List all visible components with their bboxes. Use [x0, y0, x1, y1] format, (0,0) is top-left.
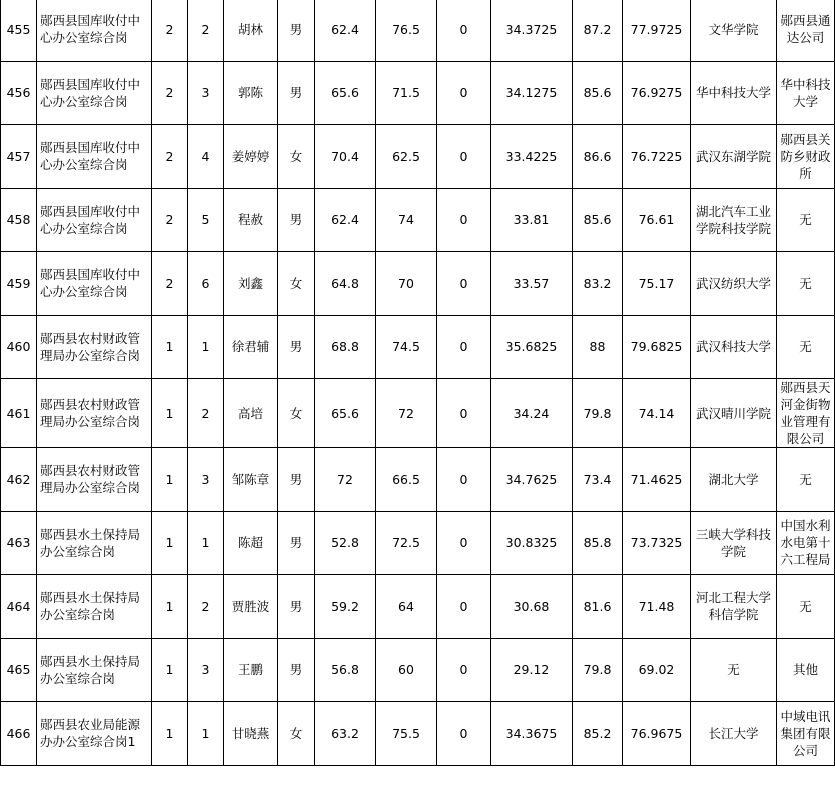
work-unit-cell: 华中科技大学 — [777, 61, 835, 125]
graduate-school-cell: 湖北大学 — [691, 448, 777, 512]
work-unit-cell: 郧西县关防乡财政所 — [777, 125, 835, 189]
written-score-cell: 70.4 — [315, 125, 376, 189]
row-number-cell: 461 — [1, 379, 37, 448]
position-name-cell: 郧西县国库收付中心办公室综合岗 — [37, 61, 152, 125]
table-body — [1, 0, 835, 765]
assessment-score-cell: 85.2 — [573, 702, 623, 766]
rank-cell: 3 — [188, 448, 224, 512]
hiring-quota-cell: 2 — [152, 188, 188, 252]
row-number-cell: 466 — [1, 702, 37, 766]
rank-cell: 5 — [188, 188, 224, 252]
position-name-cell: 郧西县农村财政管理局办公室综合岗 — [37, 379, 152, 448]
weighted-score-cell: 33.4225 — [491, 125, 573, 189]
table-row — [1, 575, 835, 639]
table-row — [1, 252, 835, 316]
gender-cell: 女 — [278, 702, 315, 766]
graduate-school-cell: 无 — [691, 638, 777, 702]
written-score-cell: 62.4 — [315, 188, 376, 252]
written-score-cell: 52.8 — [315, 511, 376, 575]
position-name-cell: 郧西县农村财政管理局办公室综合岗 — [37, 448, 152, 512]
position-name-cell: 郧西县水土保持局办公室综合岗 — [37, 638, 152, 702]
bonus-points-cell: 0 — [437, 379, 491, 448]
assessment-score-cell: 79.8 — [573, 379, 623, 448]
table-row — [1, 379, 835, 448]
hiring-quota-cell: 1 — [152, 315, 188, 379]
weighted-score-cell: 33.57 — [491, 252, 573, 316]
total-score-cell: 75.17 — [623, 252, 691, 316]
weighted-score-cell: 33.81 — [491, 188, 573, 252]
written-score-cell: 65.6 — [315, 61, 376, 125]
table-row — [1, 702, 835, 766]
work-unit-cell: 无 — [777, 188, 835, 252]
written-score-cell: 68.8 — [315, 315, 376, 379]
rank-cell: 2 — [188, 0, 224, 61]
rank-cell: 6 — [188, 252, 224, 316]
work-unit-cell: 郧西县天河金街物业管理有限公司 — [777, 379, 835, 448]
gender-cell: 女 — [278, 252, 315, 316]
written-score-cell: 62.4 — [315, 0, 376, 61]
written-score-cell: 72 — [315, 448, 376, 512]
row-number-cell: 462 — [1, 448, 37, 512]
gender-cell: 男 — [278, 511, 315, 575]
position-name-cell: 郧西县农村财政管理局办公室综合岗 — [37, 315, 152, 379]
interview-score-cell: 74.5 — [376, 315, 437, 379]
bonus-points-cell: 0 — [437, 315, 491, 379]
table-row — [1, 0, 835, 61]
written-score-cell: 59.2 — [315, 575, 376, 639]
total-score-cell: 76.9275 — [623, 61, 691, 125]
gender-cell: 女 — [278, 379, 315, 448]
written-score-cell: 64.8 — [315, 252, 376, 316]
assessment-score-cell: 85.8 — [573, 511, 623, 575]
total-score-cell: 71.4625 — [623, 448, 691, 512]
graduate-school-cell: 长江大学 — [691, 702, 777, 766]
position-name-cell: 郧西县农业局能源办办公室综合岗1 — [37, 702, 152, 766]
gender-cell: 男 — [278, 0, 315, 61]
position-name-cell: 郧西县国库收付中心办公室综合岗 — [37, 125, 152, 189]
assessment-score-cell: 73.4 — [573, 448, 623, 512]
weighted-score-cell: 29.12 — [491, 638, 573, 702]
table-row — [1, 188, 835, 252]
total-score-cell: 76.9675 — [623, 702, 691, 766]
weighted-score-cell: 30.8325 — [491, 511, 573, 575]
gender-cell: 女 — [278, 125, 315, 189]
total-score-cell: 76.61 — [623, 188, 691, 252]
gender-cell: 男 — [278, 188, 315, 252]
position-name-cell: 郧西县国库收付中心办公室综合岗 — [37, 252, 152, 316]
bonus-points-cell: 0 — [437, 125, 491, 189]
written-score-cell: 65.6 — [315, 379, 376, 448]
rank-cell: 2 — [188, 575, 224, 639]
table-row — [1, 61, 835, 125]
candidate-name-cell: 贾胜波 — [224, 575, 278, 639]
total-score-cell: 77.9725 — [623, 0, 691, 61]
row-number-cell: 459 — [1, 252, 37, 316]
weighted-score-cell: 34.3725 — [491, 0, 573, 61]
table-row — [1, 448, 835, 512]
candidate-name-cell: 刘鑫 — [224, 252, 278, 316]
rank-cell: 4 — [188, 125, 224, 189]
assessment-score-cell: 81.6 — [573, 575, 623, 639]
gender-cell: 男 — [278, 315, 315, 379]
assessment-score-cell: 88 — [573, 315, 623, 379]
row-number-cell: 460 — [1, 315, 37, 379]
gender-cell: 男 — [278, 638, 315, 702]
assessment-score-cell: 85.6 — [573, 61, 623, 125]
gender-cell: 男 — [278, 575, 315, 639]
table-row — [1, 125, 835, 189]
table-row — [1, 638, 835, 702]
position-name-cell: 郧西县水土保持局办公室综合岗 — [37, 575, 152, 639]
assessment-score-cell: 83.2 — [573, 252, 623, 316]
rank-cell: 3 — [188, 61, 224, 125]
weighted-score-cell: 34.3675 — [491, 702, 573, 766]
work-unit-cell: 郧西县通达公司 — [777, 0, 835, 61]
candidate-name-cell: 高培 — [224, 379, 278, 448]
graduate-school-cell: 武汉纺织大学 — [691, 252, 777, 316]
row-number-cell: 457 — [1, 125, 37, 189]
assessment-score-cell: 87.2 — [573, 0, 623, 61]
work-unit-cell: 无 — [777, 575, 835, 639]
bonus-points-cell: 0 — [437, 252, 491, 316]
graduate-school-cell: 文华学院 — [691, 0, 777, 61]
hiring-quota-cell: 1 — [152, 511, 188, 575]
bonus-points-cell: 0 — [437, 638, 491, 702]
weighted-score-cell: 30.68 — [491, 575, 573, 639]
interview-score-cell: 66.5 — [376, 448, 437, 512]
bonus-points-cell: 0 — [437, 575, 491, 639]
graduate-school-cell: 三峡大学科技学院 — [691, 511, 777, 575]
interview-score-cell: 71.5 — [376, 61, 437, 125]
interview-score-cell: 72 — [376, 379, 437, 448]
hiring-quota-cell: 1 — [152, 448, 188, 512]
candidate-name-cell: 王鹏 — [224, 638, 278, 702]
interview-score-cell: 76.5 — [376, 0, 437, 61]
position-name-cell: 郧西县国库收付中心办公室综合岗 — [37, 188, 152, 252]
interview-score-cell: 62.5 — [376, 125, 437, 189]
written-score-cell: 63.2 — [315, 702, 376, 766]
graduate-school-cell: 武汉晴川学院 — [691, 379, 777, 448]
written-score-cell: 56.8 — [315, 638, 376, 702]
bonus-points-cell: 0 — [437, 448, 491, 512]
work-unit-cell: 其他 — [777, 638, 835, 702]
rank-cell: 1 — [188, 511, 224, 575]
graduate-school-cell: 湖北汽车工业学院科技学院 — [691, 188, 777, 252]
table-row — [1, 315, 835, 379]
weighted-score-cell: 34.1275 — [491, 61, 573, 125]
hiring-quota-cell: 2 — [152, 0, 188, 61]
hiring-quota-cell: 1 — [152, 702, 188, 766]
assessment-score-cell: 85.6 — [573, 188, 623, 252]
hiring-quota-cell: 1 — [152, 575, 188, 639]
total-score-cell: 74.14 — [623, 379, 691, 448]
bonus-points-cell: 0 — [437, 188, 491, 252]
bonus-points-cell: 0 — [437, 511, 491, 575]
assessment-score-cell: 79.8 — [573, 638, 623, 702]
graduate-school-cell: 河北工程大学科信学院 — [691, 575, 777, 639]
interview-score-cell: 72.5 — [376, 511, 437, 575]
graduate-school-cell: 武汉科技大学 — [691, 315, 777, 379]
weighted-score-cell: 34.24 — [491, 379, 573, 448]
interview-score-cell: 74 — [376, 188, 437, 252]
gender-cell: 男 — [278, 61, 315, 125]
interview-score-cell: 60 — [376, 638, 437, 702]
work-unit-cell: 中国水利水电第十六工程局 — [777, 511, 835, 575]
interview-score-cell: 64 — [376, 575, 437, 639]
rank-cell: 3 — [188, 638, 224, 702]
candidate-name-cell: 程赦 — [224, 188, 278, 252]
row-number-cell: 455 — [1, 0, 37, 61]
candidate-name-cell: 胡林 — [224, 0, 278, 61]
row-number-cell: 458 — [1, 188, 37, 252]
row-number-cell: 464 — [1, 575, 37, 639]
work-unit-cell: 无 — [777, 252, 835, 316]
weighted-score-cell: 35.6825 — [491, 315, 573, 379]
hiring-quota-cell: 2 — [152, 252, 188, 316]
interview-score-cell: 75.5 — [376, 702, 437, 766]
candidate-name-cell: 陈超 — [224, 511, 278, 575]
hiring-quota-cell: 1 — [152, 379, 188, 448]
position-name-cell: 郧西县水土保持局办公室综合岗 — [37, 511, 152, 575]
row-number-cell: 463 — [1, 511, 37, 575]
assessment-score-cell: 86.6 — [573, 125, 623, 189]
graduate-school-cell: 武汉东湖学院 — [691, 125, 777, 189]
hiring-quota-cell: 2 — [152, 125, 188, 189]
hiring-quota-cell: 2 — [152, 61, 188, 125]
total-score-cell: 71.48 — [623, 575, 691, 639]
candidate-name-cell: 郭陈 — [224, 61, 278, 125]
rank-cell: 1 — [188, 702, 224, 766]
bonus-points-cell: 0 — [437, 0, 491, 61]
row-number-cell: 465 — [1, 638, 37, 702]
candidate-name-cell: 甘晓燕 — [224, 702, 278, 766]
total-score-cell: 69.02 — [623, 638, 691, 702]
candidate-name-cell: 邹陈章 — [224, 448, 278, 512]
work-unit-cell: 无 — [777, 315, 835, 379]
position-name-cell: 郧西县国库收付中心办公室综合岗 — [37, 0, 152, 61]
weighted-score-cell: 34.7625 — [491, 448, 573, 512]
work-unit-cell: 中域电讯集团有限公司 — [777, 702, 835, 766]
work-unit-cell: 无 — [777, 448, 835, 512]
row-number-cell: 456 — [1, 61, 37, 125]
total-score-cell: 76.7225 — [623, 125, 691, 189]
total-score-cell: 79.6825 — [623, 315, 691, 379]
bonus-points-cell: 0 — [437, 61, 491, 125]
table-row — [1, 511, 835, 575]
interview-score-cell: 70 — [376, 252, 437, 316]
bonus-points-cell: 0 — [437, 702, 491, 766]
gender-cell: 男 — [278, 448, 315, 512]
candidate-name-cell: 姜婷婷 — [224, 125, 278, 189]
hiring-quota-cell: 1 — [152, 638, 188, 702]
graduate-school-cell: 华中科技大学 — [691, 61, 777, 125]
total-score-cell: 73.7325 — [623, 511, 691, 575]
rank-cell: 2 — [188, 379, 224, 448]
candidate-name-cell: 徐君辅 — [224, 315, 278, 379]
rank-cell: 1 — [188, 315, 224, 379]
